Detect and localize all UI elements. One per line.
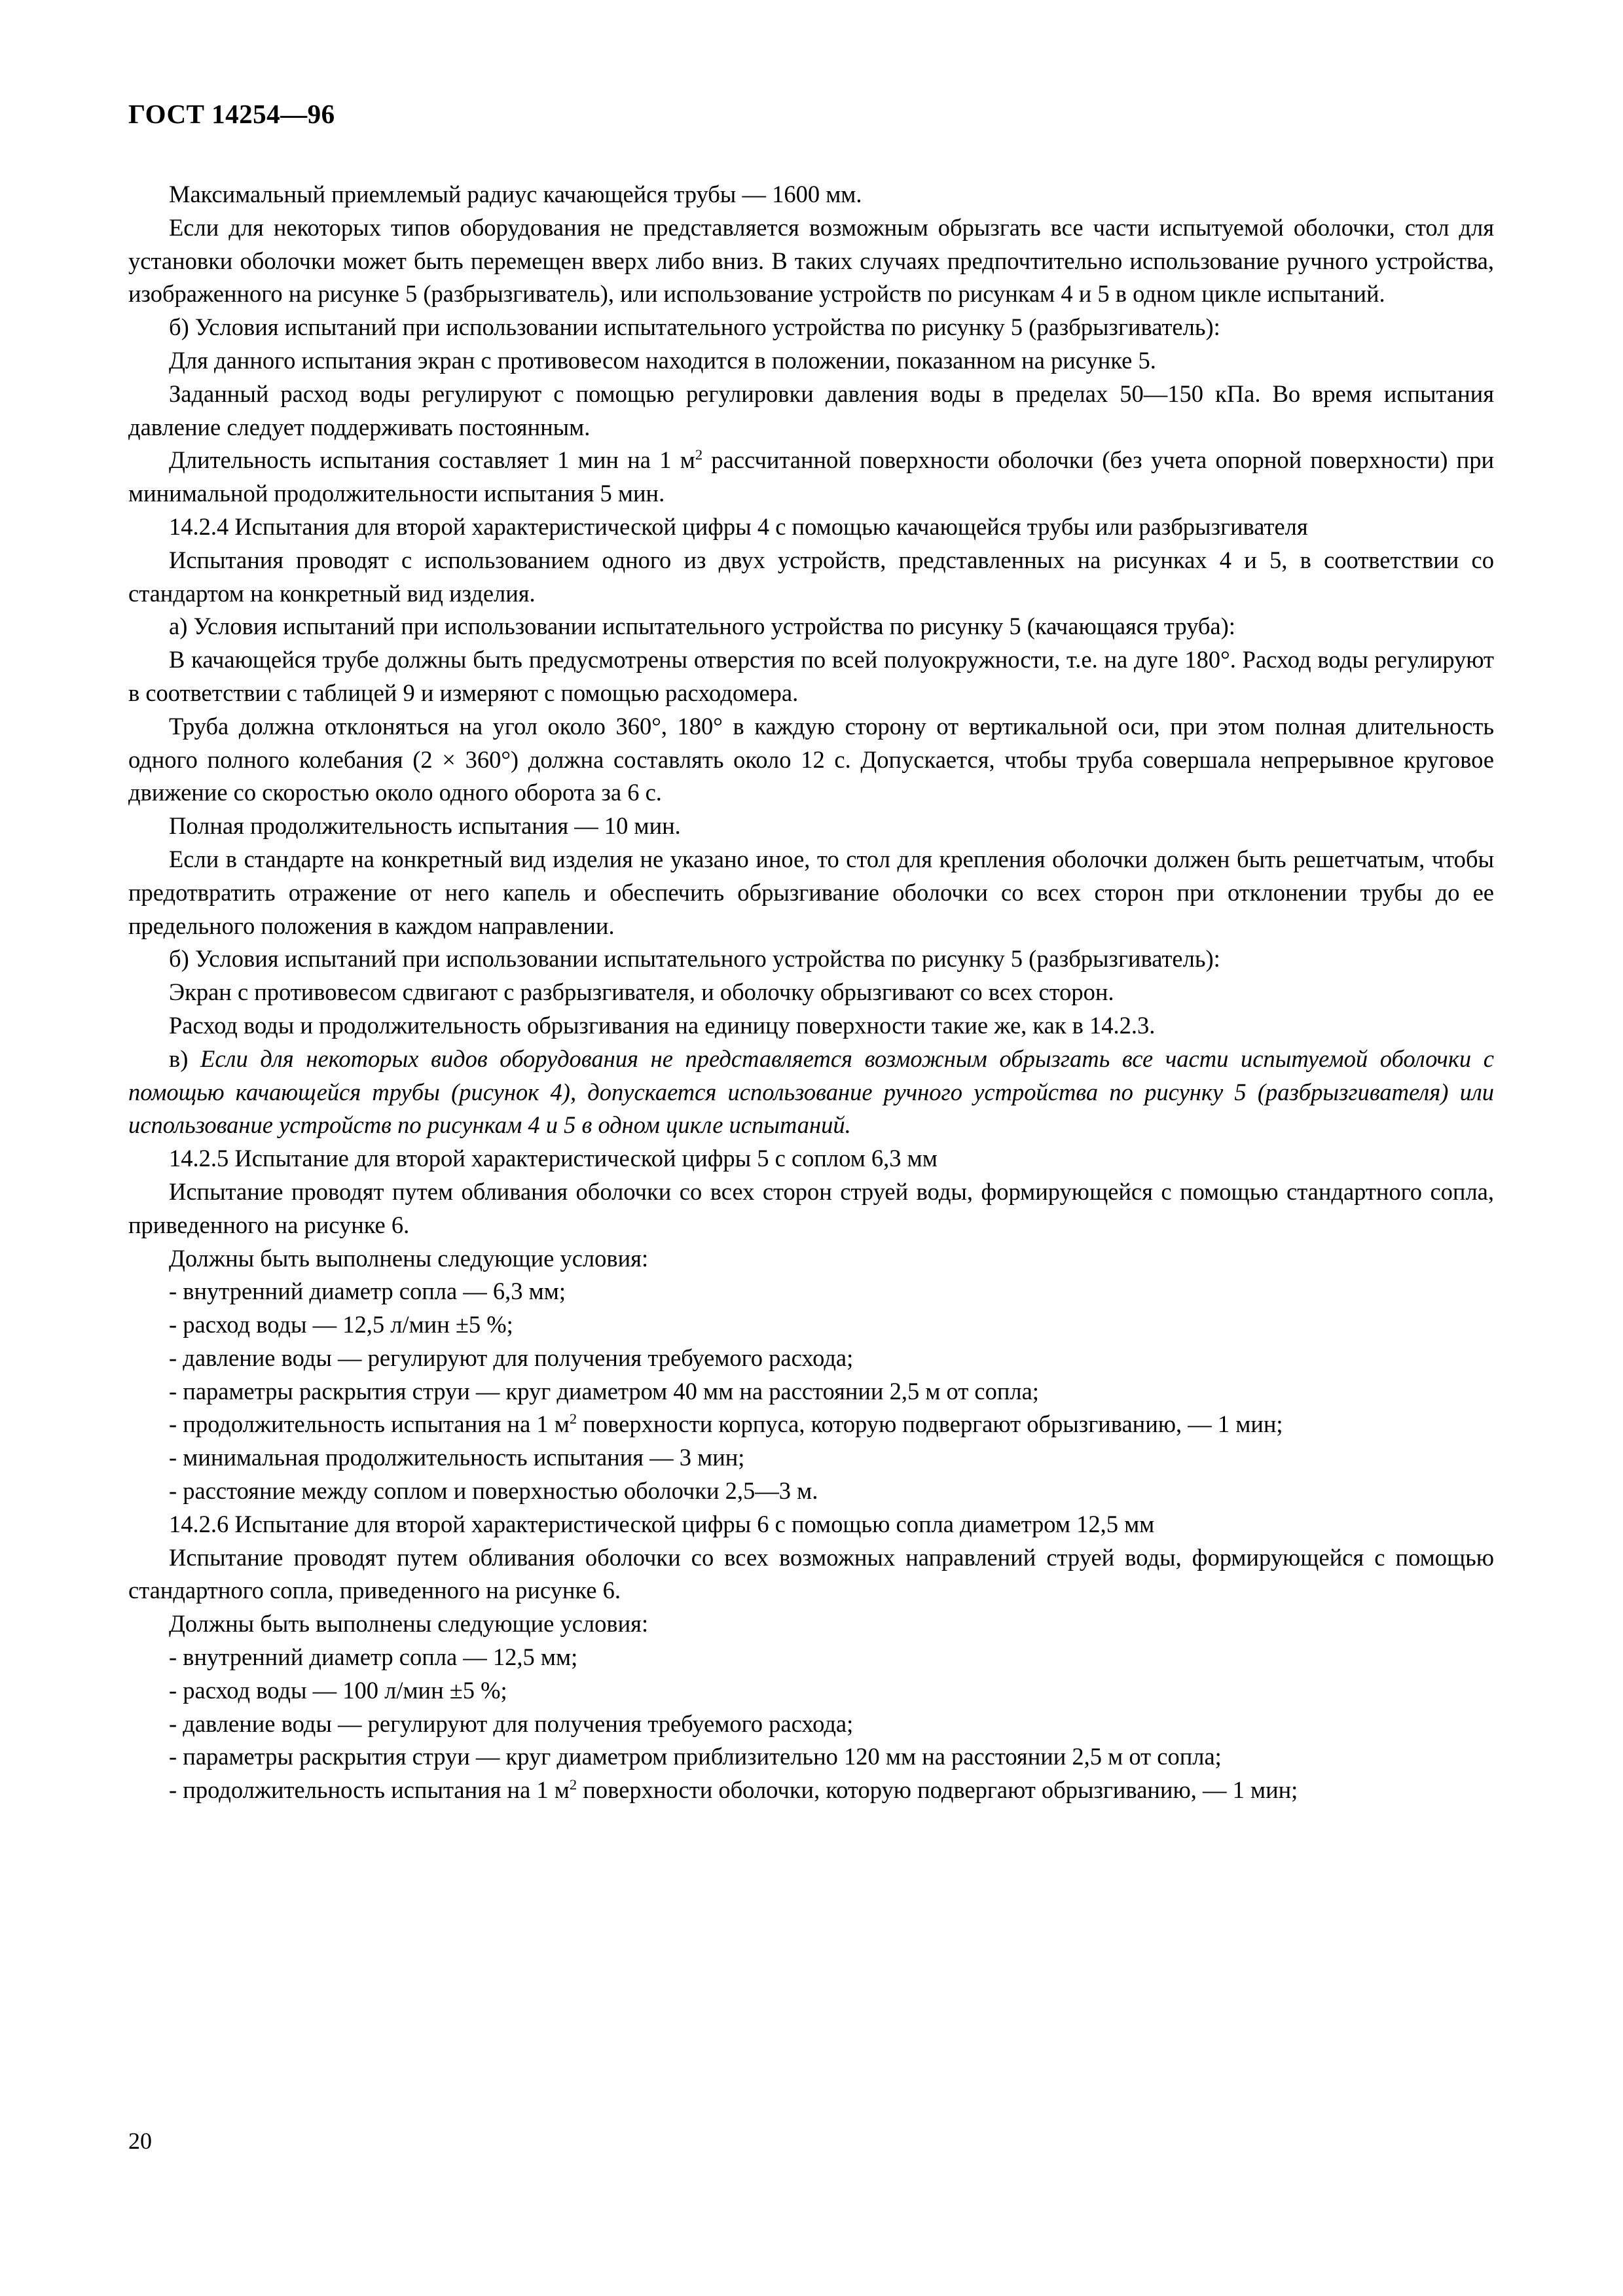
paragraph: Максимальный приемлемый радиус качающейся трубы — 1600 мм. bbox=[169, 181, 862, 207]
paragraph: - расстояние между соплом и поверхностью оболочки 2,5—3 м. bbox=[169, 1477, 818, 1505]
paragraph: Если в стандарте на конкретный вид изделия не указано иное, то стол для крепления оболочки должен быть решетчатым, чтобы предотвратить отражение от него капель и обеспечить обрызгивание оболочки со всех сторон при отклонении трубы до ее предельного положения в каждом направлении. bbox=[128, 845, 1494, 939]
paragraph: Длительность испытания составляет 1 мин на 1 $м^2$ рассчитанной поверхности оболочки (без учета опорной поверхности) при минимальной продолжительности испытания 5 мин. bbox=[128, 446, 1494, 507]
paragraph: - параметры раскрытия струи — круг диаметром приблизительно 120 мм на расстоянии 2,5 м от сопла; bbox=[169, 1743, 1222, 1770]
paragraph: - внутренний диаметр сопла — 12,5 мм; bbox=[169, 1643, 578, 1671]
document-body bbox=[128, 178, 1494, 1807]
paragraph: б) Условия испытаний при использовании испытательного устройства по рисунку 5 (разбрызгиватель): bbox=[169, 945, 1220, 973]
paragraph: - параметры раскрытия струи — круг диаметром 40 мм на расстоянии 2,5 м от сопла; bbox=[169, 1377, 1039, 1405]
paragraph: Испытания проводят с использованием одного из двух устройств, представленных на рисунках 4 и 5, в соответствии со стандартом на конкретный вид изделия. bbox=[128, 546, 1494, 607]
paragraph: - продолжительность испытания на 1 $м^2$ поверхности оболочки, которую подвергают обрызгиванию, — 1 мин; bbox=[169, 1776, 1298, 1804]
paragraph-text: Если для некоторых видов оборудования не представляется возможным обрызгать все части испытуемой оболочки с помощью качающейся трубы (рисунок 4), допускается использование ручного устройства по рисунку 5 (разбрызгивателя) или использование устройств по рисункам 4 и 5 в одном цикле испытаний. bbox=[128, 1045, 1495, 1139]
paragraph bbox=[128, 1043, 1494, 1142]
paragraph: Испытание проводят путем обливания оболочки со всех возможных направлений струей воды, формирующейся с помощью стандартного сопла, приведенного на рисунке 6. bbox=[128, 1543, 1494, 1604]
paragraph: Должны быть выполнены следующие условия: bbox=[169, 1244, 649, 1272]
paragraph: 14.2.6 Испытание для второй характеристической цифры 6 с помощью сопла диаметром 12,5 мм bbox=[169, 1510, 1155, 1537]
page-header: ГОСТ 14254—96 bbox=[128, 99, 335, 129]
paragraph: б) Условия испытаний при использовании испытательного устройства по рисунку 5 (разбрызгиватель): bbox=[169, 314, 1220, 341]
paragraph: - внутренний диаметр сопла — 6,3 мм; bbox=[169, 1278, 566, 1305]
paragraph: Расход воды и продолжительность обрызгивания на единицу поверхности такие же, как в 14.2.3. bbox=[169, 1011, 1156, 1039]
paragraph: а) Условия испытаний при использовании испытательного устройства по рисунку 5 (качающаяся труба): bbox=[169, 613, 1235, 640]
paragraph: Если для некоторых типов оборудования не представляется возможным обрызгать все части испытуемой оболочки, стол для установки оболочки может быть перемещен вверх либо вниз. В таких случаях предпочтительно использование ручного устройства, изображенного на рисунке 5 (разбрызгиватель), или использование устройств по рисункам 4 и 5 в одном цикле испытаний. bbox=[128, 213, 1494, 308]
paragraph: В качающейся трубе должны быть предусмотрены отверстия по всей полуокружности, т.е. на дуге 180°. Расход воды регулируют в соответствии с таблицей 9 и измеряют с помощью расходомера. bbox=[128, 646, 1494, 706]
paragraph: Труба должна отклоняться на угол около 360°, 180° в каждую сторону от вертикальной оси, при этом полная длительность одного полного колебания (2 × 360°) должна составлять около 12 с. Допускается, чтобы труба совершала непрерывное круговое движение со скоростью около одного оборота за 6 с. bbox=[128, 712, 1494, 806]
paragraph: Испытание проводят путем обливания оболочки со всех сторон струей воды, формирующейся с помощью стандартного сопла, приведенного на рисунке 6. bbox=[128, 1177, 1494, 1238]
paragraph: - давление воды — регулируют для получения требуемого расхода; bbox=[169, 1710, 854, 1737]
paragraph: - расход воды — 100 л/мин ±5 %; bbox=[169, 1676, 507, 1704]
paragraph: - минимальная продолжительность испытания — 3 мин; bbox=[169, 1444, 745, 1471]
paragraph: Для данного испытания экран с противовесом находится в положении, показанном на рисунке 5. bbox=[169, 346, 1156, 374]
paragraph: Экран с противовесом сдвигают с разбрызгивателя, и оболочку обрызгивают со всех сторон. bbox=[169, 978, 1114, 1006]
paragraph: Полная продолжительность испытания — 10 мин. bbox=[169, 812, 681, 840]
paragraph: Должны быть выполнены следующие условия: bbox=[169, 1610, 649, 1638]
paragraph: 14.2.4 Испытания для второй характеристической цифры 4 с помощью качающейся трубы или разбрызгивателя bbox=[169, 512, 1308, 540]
paragraph: - продолжительность испытания на 1 $м^2$ поверхности корпуса, которую подвергают обрызгиванию, — 1 мин; bbox=[169, 1410, 1283, 1438]
page-number: 20 bbox=[128, 2128, 152, 2154]
paragraph: - расход воды — 12,5 л/мин ±5 %; bbox=[169, 1311, 513, 1338]
paragraph: - давление воды — регулируют для получения требуемого расхода; bbox=[169, 1344, 854, 1371]
paragraph: Заданный расход воды регулируют с помощью регулировки давления воды в пределах 50—150 кПа. Во время испытания давление следует поддерживать постоянным. bbox=[128, 380, 1494, 440]
paragraph: 14.2.5 Испытание для второй характеристической цифры 5 с соплом 6,3 мм bbox=[169, 1145, 938, 1172]
paragraph-marker: в) bbox=[169, 1045, 201, 1072]
